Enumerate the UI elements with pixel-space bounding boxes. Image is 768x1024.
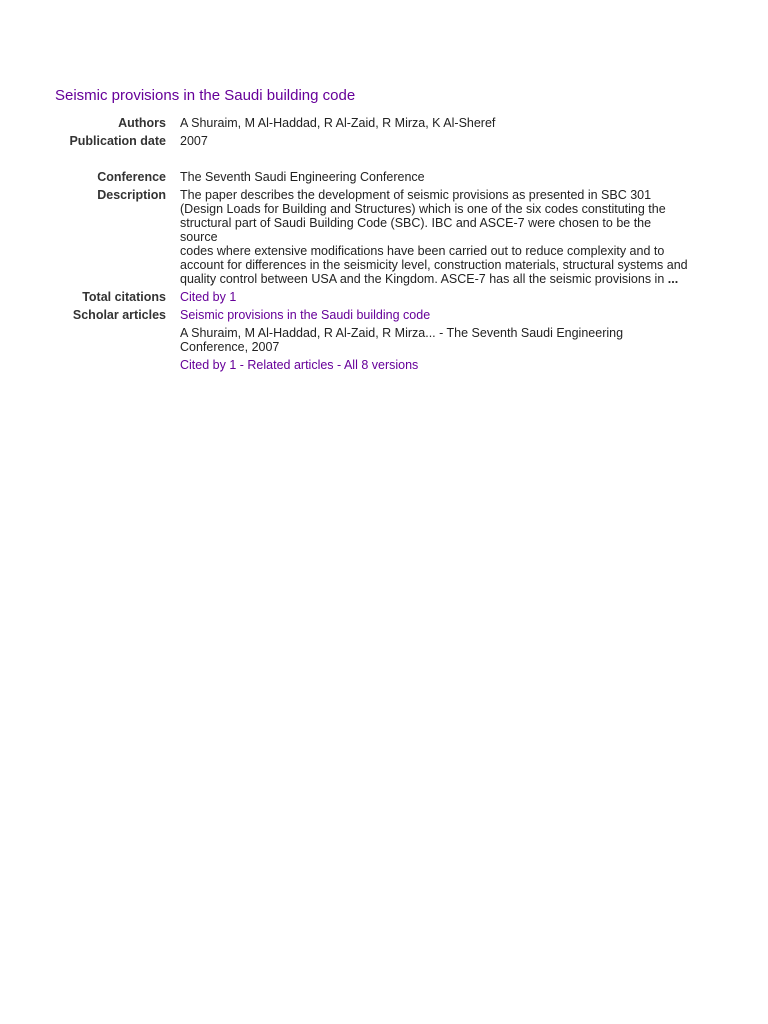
scholar-article-meta: Conference, 2007 [180,340,280,354]
link-separator: - [236,358,248,372]
link-separator: - [333,358,344,372]
authors-label: Authors [118,116,166,130]
scholar-articles-value [180,308,710,372]
description-line: quality control between USA and the Kingdom. ASCE-7 has all the seismic provisions in [180,272,665,286]
description-line: account for differences in the seismicity level, construction materials, structural systems and [180,258,688,272]
total-citations-value [180,290,710,304]
conference-label: Conference [97,170,166,184]
authors-value: A Shuraim, M Al-Haddad, R Al-Zaid, R Mirza, K Al-Sheref [180,116,496,130]
description-value [180,188,710,286]
scholar-cited-by-link[interactable]: Cited by 1 [180,358,237,372]
total-citations-label: Total citations [82,290,166,304]
description-line: The paper describes the development of seismic provisions as presented in SBC 301 [180,188,652,202]
description-line: (Design Loads for Building and Structures) which is one of the six codes constituting the [180,202,666,216]
cited-by-link[interactable]: Cited by 1 [180,290,237,304]
publication-date-label: Publication date [69,134,166,148]
description-last-line [180,272,710,286]
publication-date-value: 2007 [180,134,208,148]
description-ellipsis: ... [667,272,679,286]
conference-value: The Seventh Saudi Engineering Conference [180,170,425,184]
description-line: structural part of Saudi Building Code (SBC). IBC and ASCE-7 were chosen to be the [180,216,652,230]
related-articles-link[interactable]: Related articles [247,358,334,372]
scholar-article-meta: A Shuraim, M Al-Haddad, R Al-Zaid, R Mirza... - The Seventh Saudi Engineering [180,326,624,340]
scholar-article-title-link[interactable]: Seismic provisions in the Saudi building code [180,308,431,322]
scholar-article-links [180,358,710,372]
all-versions-link[interactable]: All 8 versions [343,358,419,372]
description-line: codes where extensive modifications have been carried out to reduce complexity and to [180,244,665,258]
scholar-articles-label: Scholar articles [72,308,166,322]
description-line: source [180,230,218,244]
page-title-link[interactable]: Seismic provisions in the Saudi building code [55,87,356,104]
description-label: Description [97,188,166,202]
